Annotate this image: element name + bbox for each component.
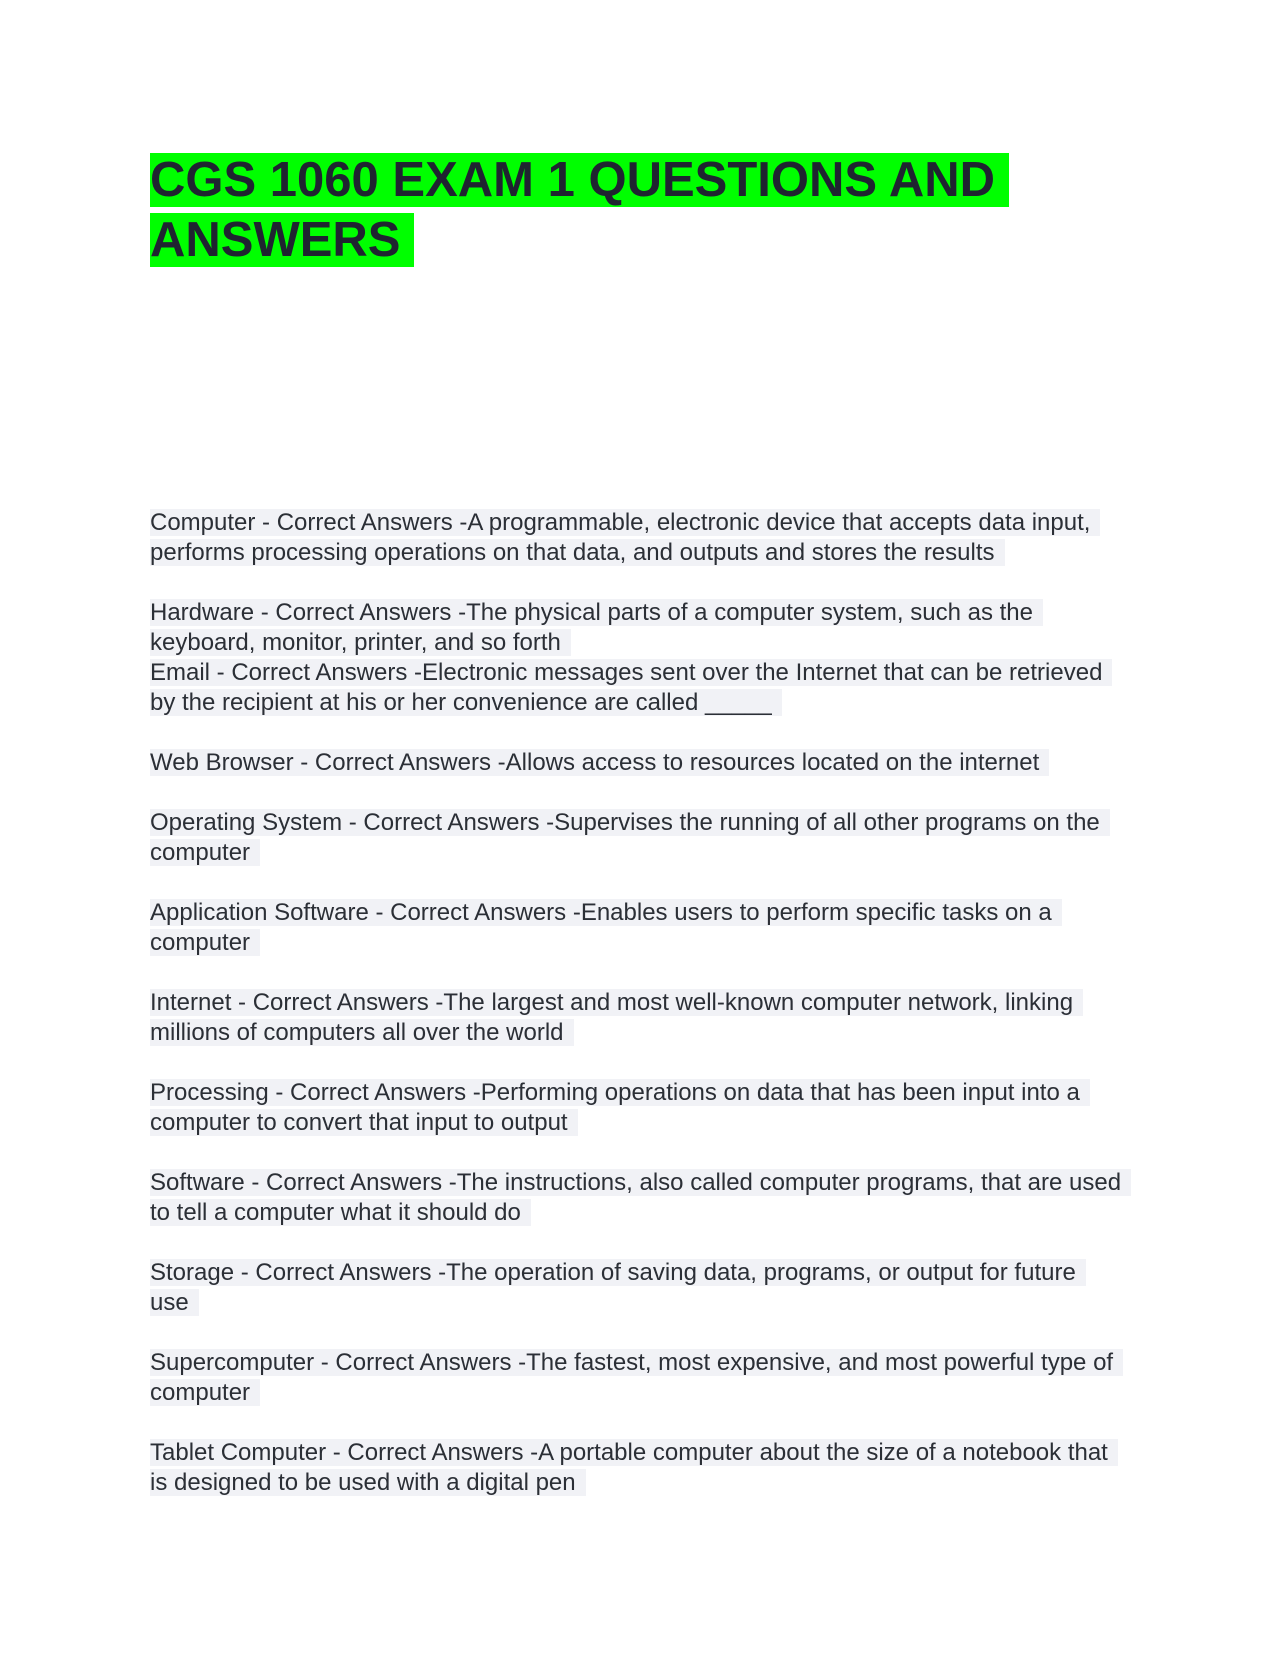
qa-entry-email [150, 658, 1130, 718]
qa-entry-application-software [150, 898, 1130, 958]
qa-entry-storage [150, 1258, 1130, 1318]
qa-entry-text: Internet - Correct Answers -The largest and most well-known computer network, linking millions of computers all over the world [150, 989, 1083, 1046]
qa-entry-software [150, 1168, 1130, 1228]
qa-entry-tablet-computer [150, 1438, 1130, 1498]
qa-entry-processing [150, 1078, 1130, 1138]
qa-entry-hardware [150, 598, 1130, 658]
qa-entry-operating-system [150, 808, 1130, 868]
qa-entry-text: Email - Correct Answers -Electronic messages sent over the Internet that can be retrieved by the recipient at his or her convenience are called _____ [150, 659, 1112, 716]
qa-entry-text: Web Browser - Correct Answers -Allows access to resources located on the internet [150, 749, 1049, 776]
qa-entry-text: Hardware - Correct Answers -The physical parts of a computer system, such as the keyboard, monitor, printer, and so forth [150, 599, 1043, 656]
document-page [150, 150, 1130, 1496]
qa-entry-computer [150, 508, 1130, 568]
qa-entry-text: Operating System - Correct Answers -Supervises the running of all other programs on the computer [150, 809, 1110, 866]
qa-entry-text: Software - Correct Answers -The instructions, also called computer programs, that are used to tell a computer what it should do [150, 1169, 1131, 1226]
qa-entry-text: Storage - Correct Answers -The operation of saving data, programs, or output for future use [150, 1259, 1086, 1316]
qa-entry-text: Tablet Computer - Correct Answers -A portable computer about the size of a notebook that is designed to be used with a digital pen [150, 1439, 1118, 1496]
qa-entry-text: Computer - Correct Answers -A programmable, electronic device that accepts data input, performs processing operations on that data, and outputs and stores the results [150, 509, 1100, 566]
qa-entry-web-browser [150, 748, 1130, 778]
qa-entry-text: Processing - Correct Answers -Performing operations on data that has been input into a computer to convert that input to output [150, 1079, 1090, 1136]
qa-entry-internet [150, 988, 1130, 1048]
qa-entry-supercomputer [150, 1348, 1130, 1408]
qa-list [150, 508, 1130, 1498]
qa-entry-text: Supercomputer - Correct Answers -The fastest, most expensive, and most powerful type of computer [150, 1349, 1123, 1406]
qa-entry-text: Application Software - Correct Answers -Enables users to perform specific tasks on a computer [150, 899, 1062, 956]
page-title [150, 150, 1040, 270]
title-text: CGS 1060 EXAM 1 QUESTIONS AND ANSWERS [150, 153, 1009, 267]
